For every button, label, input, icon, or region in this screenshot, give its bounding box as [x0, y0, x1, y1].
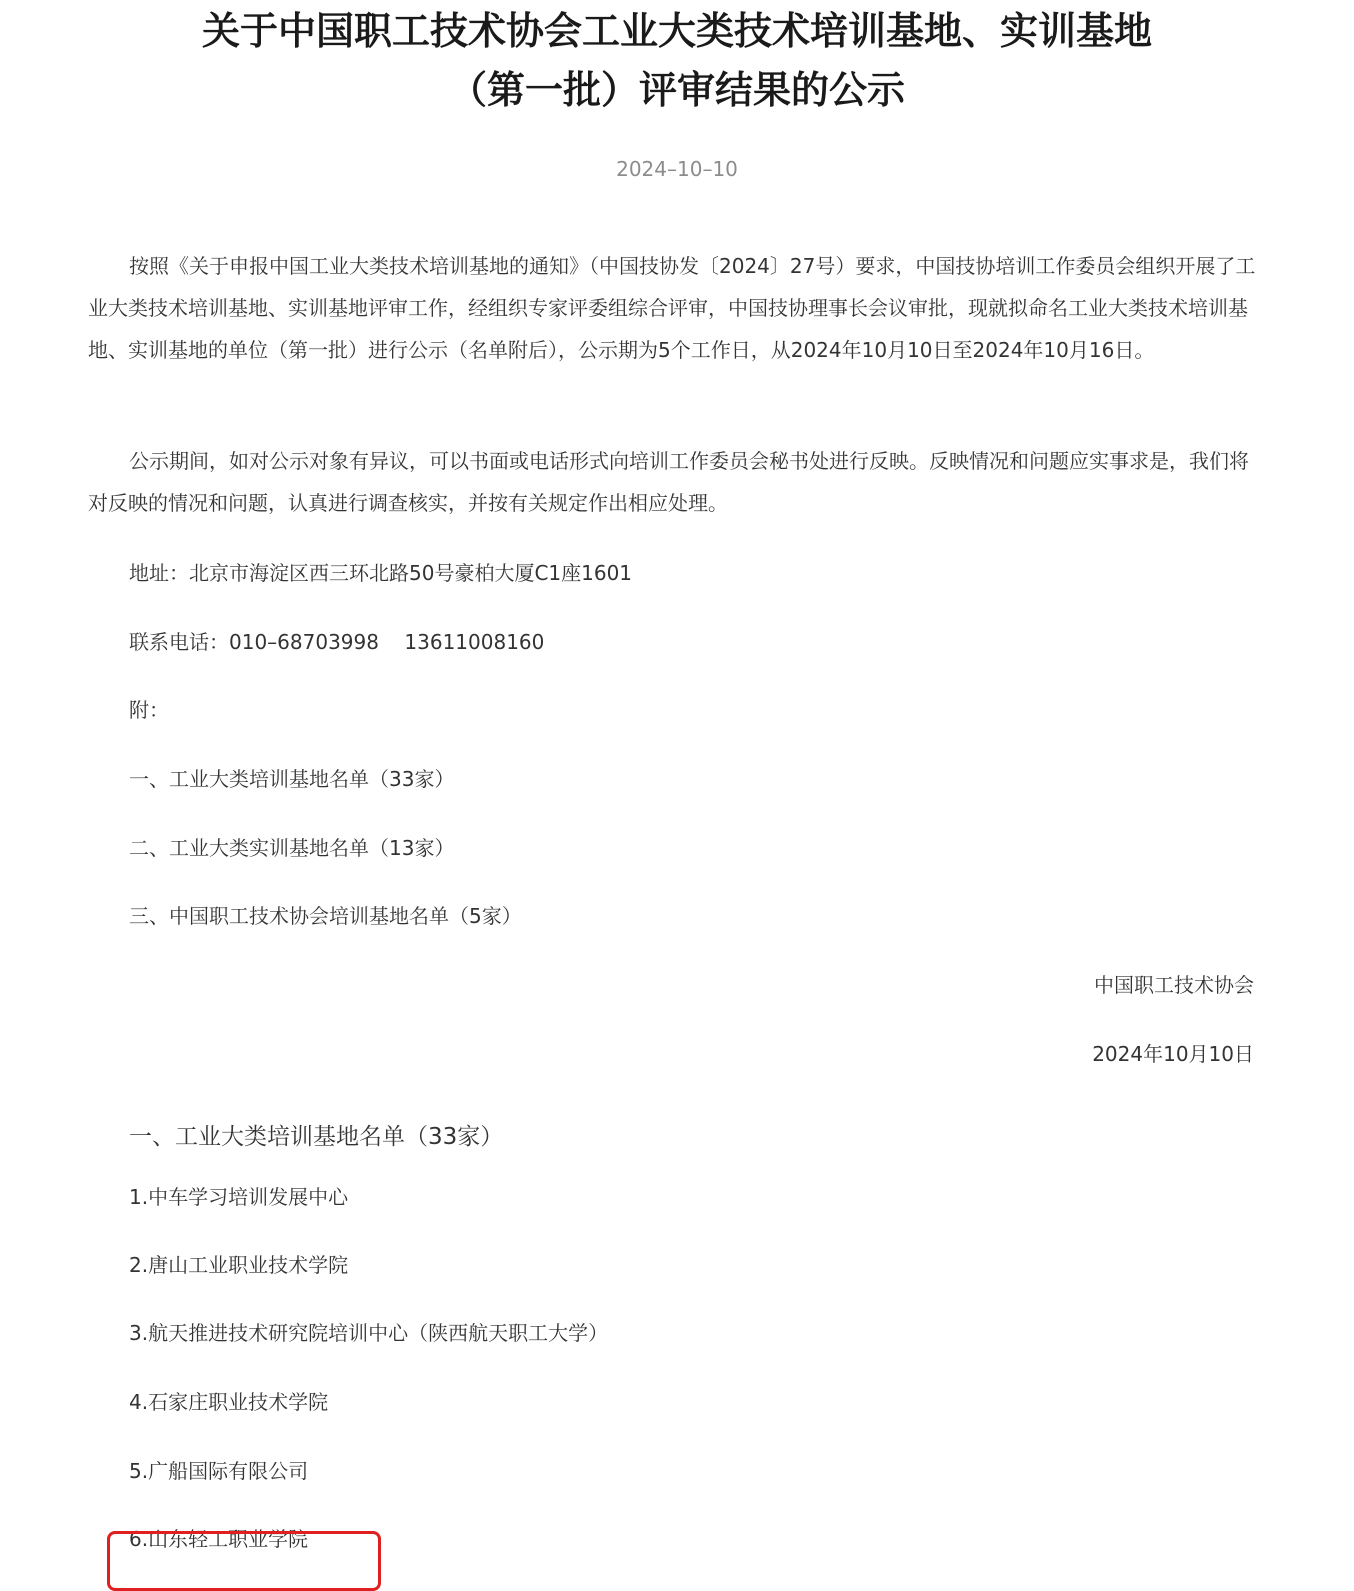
attachment-label: 附：	[129, 698, 169, 722]
address-line: 地址：北京市海淀区西三环北路50号豪柏大厦C1座1601	[129, 561, 633, 585]
signature-date: 2024年10月10日	[1092, 1042, 1254, 1066]
intro-paragraph: 按照《关于申报中国工业大类技术培训基地的通知》（中国技协发〔2024〕27号）要求，中国技协培训工作委员会组织开展了工业大类技术培训基地、实训基地评审工作，经组织专家评委组综合评审，中国技协理事长会议审批，现就拟命名工业大类技术培训基地、实训基地的单位（第一批）进行公示（名单附后），公示期为5个工作日，从2024年10月10日至2024年10月16日。	[88, 254, 1256, 362]
article-title-line-1: 关于中国职工技术协会工业大类技术培训基地、实训基地	[201, 9, 1152, 53]
list-item: 5.广船国际有限公司	[129, 1459, 309, 1483]
highlight-annotation-box	[107, 1531, 381, 1591]
list-item: 2.唐山工业职业技术学院	[129, 1253, 349, 1277]
signature-organization: 中国职工技术协会	[1094, 973, 1254, 997]
article-title-line-2: （第一批）评审结果的公示	[448, 68, 905, 112]
phone-line: 联系电话：010–68703998 13611008160	[129, 630, 545, 654]
list-item: 3.航天推进技术研究院培训中心（陕西航天职工大学）	[129, 1321, 609, 1345]
list-item: 1.中车学习培训发展中心	[129, 1185, 349, 1209]
objection-paragraph: 公示期间，如对公示对象有异议，可以书面或电话形式向培训工作委员会秘书处进行反映。反映情况和问题应实事求是，我们将对反映的情况和问题，认真进行调查核实，并按有关规定作出相应处理。	[88, 449, 1249, 515]
attachment-item: 三、中国职工技术协会培训基地名单（5家）	[129, 904, 522, 928]
attachment-item: 一、工业大类培训基地名单（33家）	[129, 767, 455, 791]
attachment-item: 二、工业大类实训基地名单（13家）	[129, 836, 455, 860]
publish-date: 2024–10–10	[616, 157, 738, 181]
list-item-highlighted: 6.山东轻工职业学院	[129, 1527, 309, 1551]
list-item: 4.石家庄职业技术学院	[129, 1390, 329, 1414]
list-heading: 一、工业大类培训基地名单（33家）	[129, 1124, 504, 1150]
